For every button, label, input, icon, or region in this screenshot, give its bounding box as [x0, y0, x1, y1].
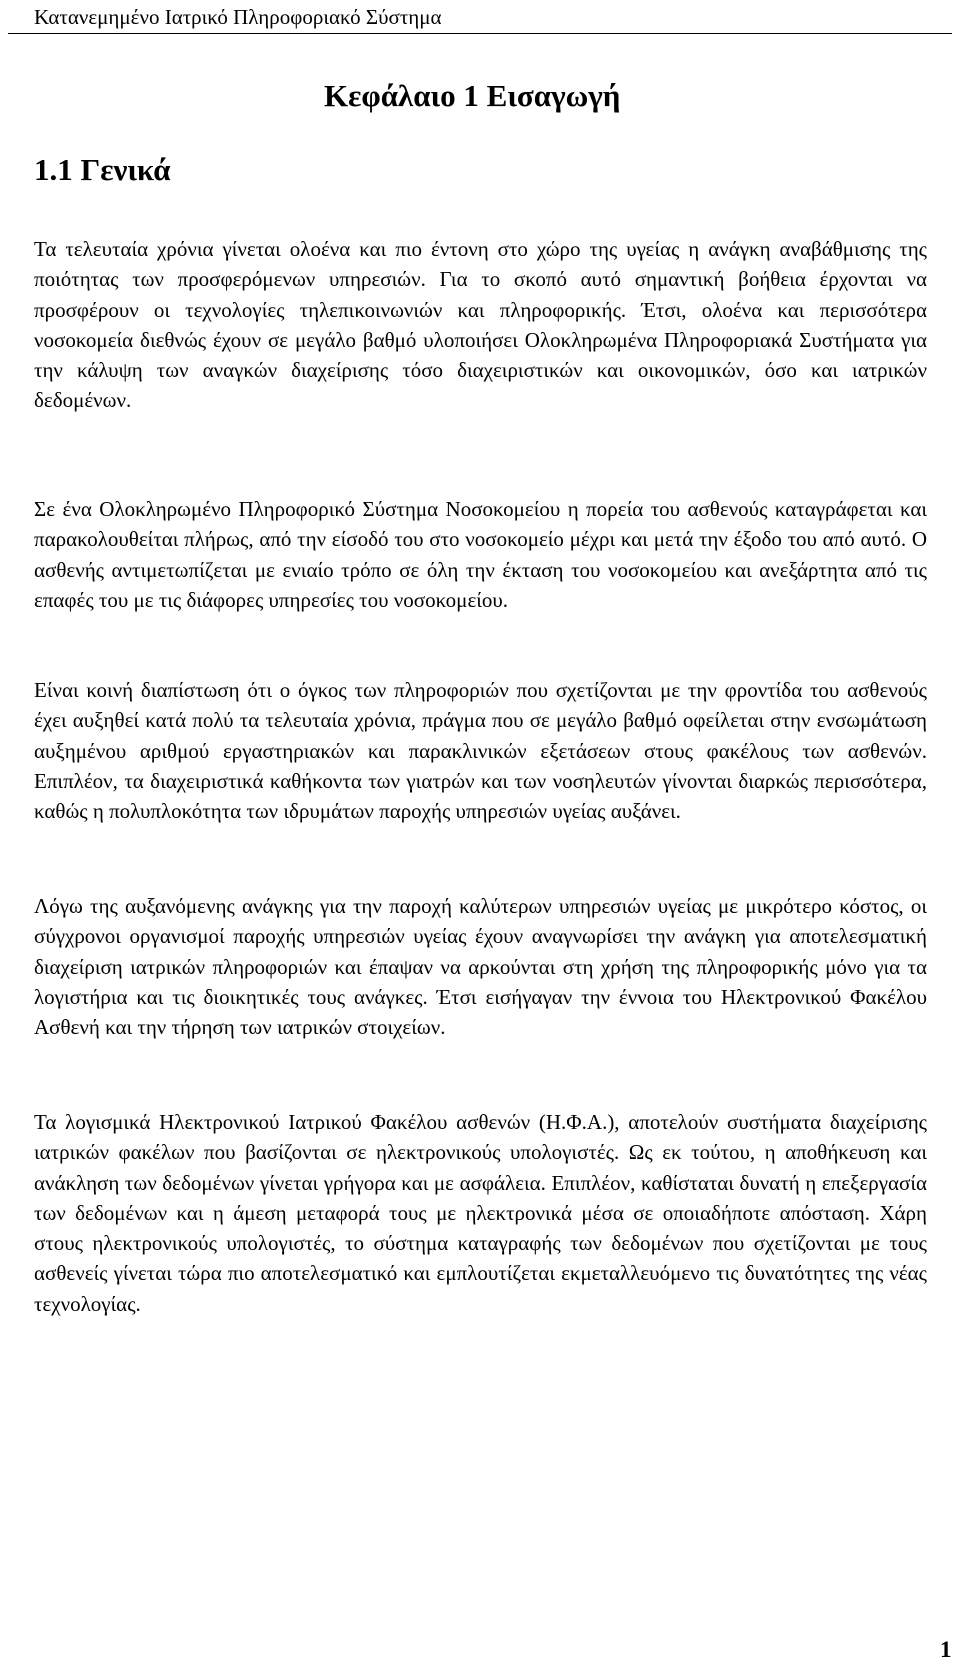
header-rule [8, 33, 952, 34]
paragraph-1: Τα τελευταία χρόνια γίνεται ολοένα και πιο έντονη στο χώρο της υγείας η ανάγκη αναβάθμισης της ποιότητας των προσφερόμενων υπηρεσιών. Για το σκοπό αυτό σημαντική βοήθεια έρχονται να προσφέρουν οι τεχνολογίες τηλεπικοινωνιών και πληροφορικής. Έτσι, ολοένα και περισσότερα νοσοκομεία διεθνώς έχουν σε μεγάλο βαθμό υλοποιήσει Ολοκληρωμένα Πληροφοριακά Συστήματα για την κάλυψη των αναγκών διαχείρισης τόσο διαχειριστικών και οικονομικών, όσο και ιατρικών δεδομένων. [34, 237, 927, 413]
paragraph-4: Λόγω της αυξανόμενης ανάγκης για την παροχή καλύτερων υπηρεσιών υγείας με μικρότερο κόστος, οι σύγχρονοι οργανισμοί παροχής υπηρεσιών υγείας έχουν αναγνωρίσει την ανάγκη για αποτελεσματική διαχείριση ιατρικών πληροφοριών και έπαψαν να αρκούνται στη χρήση της πληροφορικής μόνο για τα λογιστήρια και τις διοικητικές τους ανάγκες. Έτσι εισήγαγαν την έννοια του Ηλεκτρονικού Φακέλου Ασθενή και την τήρηση των ιατρικών στοιχείων. [34, 894, 927, 1040]
paragraph-3: Είναι κοινή διαπίστωση ότι ο όγκος των πληροφοριών που σχετίζονται με την φροντίδα του ασθενούς έχει αυξηθεί κατά πολύ τα τελευταία χρόνια, πράγμα που σε μεγάλο βαθμό οφείλεται στην ενσωμάτωση αυξημένου αριθμού εργαστηριακών και παρακλινικών εξετάσεων στους φακέλους των ασθενών. Επιπλέον, τα διαχειριστικά καθήκοντα των γιατρών και των νοσηλευτών γίνονται διαρκώς περισσότερα, καθώς η πολυπλοκότητα των ιδρυμάτων παροχής υπηρεσιών υγείας αυξάνει. [34, 678, 927, 824]
chapter-title: Κεφάλαιο 1 Εισαγωγή [324, 78, 621, 113]
paragraph-5: Τα λογισμικά Ηλεκτρονικού Ιατρικού Φακέλου ασθενών (Η.Φ.Α.), αποτελούν συστήματα διαχείρισης ιατρικών φακέλων που βασίζονται σε ηλεκτρονικούς υπολογιστές. Ως εκ τούτου, η αποθήκευση και ανάκληση των δεδομένων γίνεται γρήγορα και με ασφάλεια. Επιπλέον, καθίσταται δυνατή η επεξεργασία των δεδομένων και η άμεση μεταφορά τους με ηλεκτρονικά μέσα σε οποιαδήποτε απόσταση. Χάρη στους ηλεκτρονικούς υπολογιστές, το σύστημα καταγραφής των δεδομένων που σχετίζονται με τους ασθενείς γίνεται τώρα πιο αποτελεσματικό και εμπλουτίζεται εκμεταλλευόμενο τις δυνατότητες της νέας τεχνολογίας. [34, 1110, 927, 1316]
paragraph-2: Σε ένα Ολοκληρωμένο Πληροφορικό Σύστημα Νοσοκομείου η πορεία του ασθενούς καταγράφεται και παρακολουθείται πλήρως, από την είσοδό του στο νοσοκομείο μέχρι και μετά την έξοδο του από αυτό. Ο ασθενής αντιμετωπίζεται με ενιαίο τρόπο σε όλη την έκταση του νοσοκομείου και ανεξάρτητα από τις επαφές του με τις διάφορες υπηρεσίες του νοσοκομείου. [34, 497, 927, 612]
section-title: 1.1 Γενικά [34, 152, 171, 187]
running-header: Κατανεμημένο Ιατρικό Πληροφοριακό Σύστημα [34, 5, 442, 29]
page-number: 1 [940, 1637, 952, 1662]
